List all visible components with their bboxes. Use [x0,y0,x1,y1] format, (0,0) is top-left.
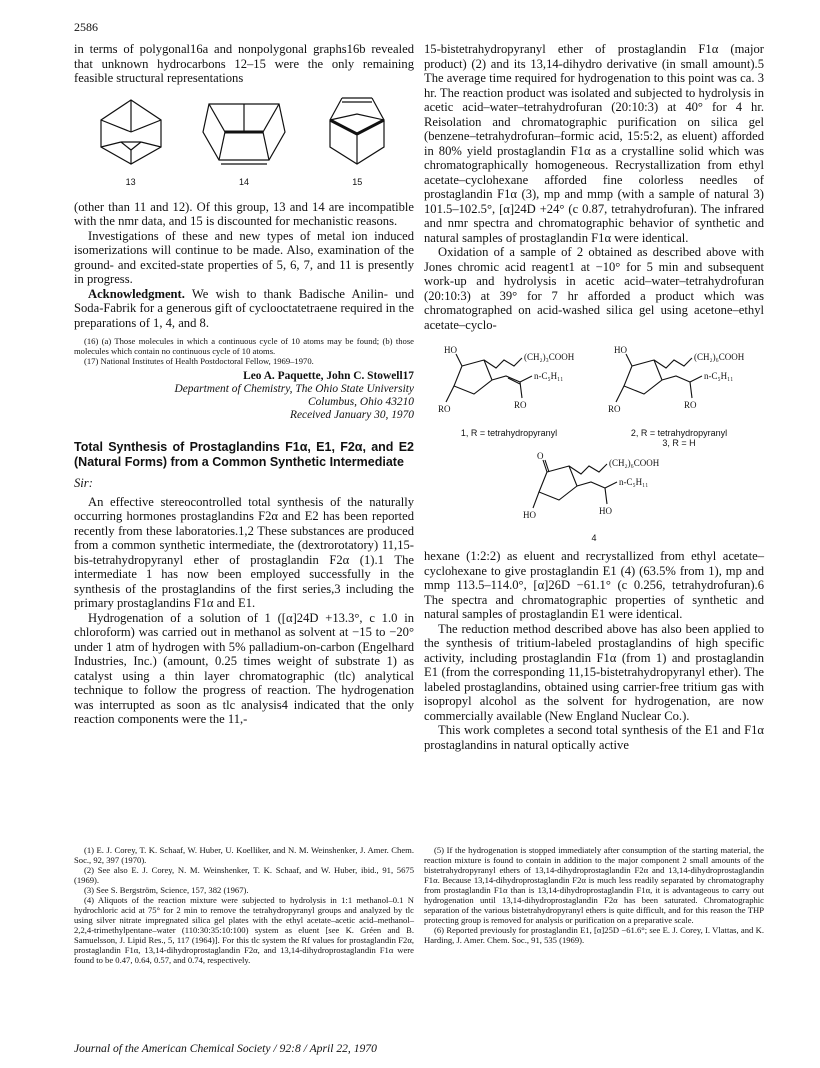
right-footnotes [424,845,764,945]
paragraph: Investigations of these and new types of metal ion induced isomerizations will continue to be made. Also, examination of the ground- and excited-state properties of 5, 6, 7, and 11 is presently in progress. [74,228,414,286]
svg-text:n-C₅H₁₁: n-C₅H₁₁ [704,371,734,381]
svg-text:HO: HO [614,346,627,355]
left-footnotes [74,845,414,965]
paragraph: Oxidation of a sample of 2 obtained as described above with Jones chromic acid reagent1 at −10° for 5 min and subsequent work-up and hydrolysis in acetic acid–water–tetrahydrofuran (20:10:3) at 39° for 7 hr afforded a product which was chromatographed on acid-washed silica gel using acetone–ethyl acetate–cyclo- [424,245,764,332]
cage-structure-14-drawing [199,92,289,172]
paragraph: in terms of polygonal16a and nonpolygonal graphs16b revealed that unknown hydrocarbons 12–15 were the only remaining feasible structural representations [74,42,414,85]
paragraph: hexane (1:2:2) as eluent and recrystallized from ethyl acetate–cyclohexane to give prostaglandin E1 (4) (63.5% from 1), mp and mmp 113.5–114.0°, [α]26D −61.1° (c 0.256, tetrahydrofuran).6 The spectra and chromatographic properties of synthetic and natural samples of prostaglandin E1 were identical. [424,549,764,621]
structure-2-3 [604,346,754,448]
svg-text:O: O [537,451,544,461]
footnote: (2) See also E. J. Corey, N. M. Weinshenker, T. K. Schaaf, and W. Huber, ibid., 91, 5675 (1969). [74,865,414,885]
paragraph: This work completes a second total synthesis of the E1 and F1α prostaglandins in natural optically active [424,723,764,752]
svg-text:(CH₂)₃COOH: (CH₂)₃COOH [524,352,575,362]
svg-text:RO: RO [608,404,621,414]
author-department: Department of Chemistry, The Ohio State University [174,383,414,395]
author-names: Leo A. Paquette, John C. Stowell17 [243,370,414,382]
prostaglandin-structure-2-drawing [604,346,754,424]
prostaglandin-structure-4-drawing [519,452,669,530]
author-city: Columbus, Ohio 43210 [307,396,414,408]
structure-label: 13 [125,177,136,187]
svg-text:n-C₅H₁₁: n-C₅H₁₁ [619,476,649,487]
left-column [74,42,414,727]
paragraph: An effective stereocontrolled total synthesis of the naturally occurring hormones prostaglandins F2α and E2 has been reported recently from these laboratories.1,2 These substances are produced from a common synthetic intermediate, the (dextrorotatory) 11,15-bis-tetrahydropyranyl ether of prostaglandin F2α (1).1 The intermediate 1 has now been employed successfully in the synthesis of the prostaglandins of the first series,3 including the primary prostaglandins F1α and E1. [74,494,414,610]
svg-text:HO: HO [599,505,612,516]
structure-14 [194,92,294,200]
right-column [424,42,764,752]
prostaglandin-structure-1-drawing [434,346,584,424]
svg-text:HO: HO [444,346,457,355]
salutation: Sir: [74,476,93,490]
article-title: Total Synthesis of Prostaglandins F1α, E1, F2α, and E2 (Natural Forms) from a Common Synthetic Intermediate [74,440,414,469]
paragraph: 15-bistetrahydropyranyl ether of prostaglandin F1α (major product) (2) and its 13,14-dihydro derivative (in small amount).5 The average time required for hydrogenation to this point was ca. 3 hr. The reaction product was isolated and subjected to hydrolysis in acetic acid–water–tetrahydrofuran (20:10:3) at 40° for 4 hr. Reisolation and chromatographic purification on silica gel (benzene–tetrahydrofuran–formic acid, 15:5:2, as eluent) afforded in 80% yield prostaglandin F1α as a crystalline solid which was chromatographically homogeneous. Recrystallization from ethyl acetate–cyclohexane afforded fine colorless needles of prostaglandin F1α (3), mp and mmp (with a sample of natural 3) 101.5–102.5°, [α]24D +24° (c 0.87, tetrahydrofuran). The infrared and nmr spectra and chromatographic behavior of synthetic and natural samples of prostaglandin F1α were identical. [424,42,764,245]
svg-text:RO: RO [514,400,527,410]
paragraph: The reduction method described above has also been applied to the synthesis of tritium-labeled prostaglandins of high specific activity, including prostaglandin F1α (from 1) and prostaglandin E1 (from the corresponding 11,15-bistetrahydropyranyl ether). The labeled prostaglandins, obtained using carrier-free tritium gas with isopropyl alcohol as the solvent for hydrogenation, are now commercially available (New England Nuclear Co.). [424,621,764,723]
structure-caption: 1, R = tetrahydropyranyl [460,427,558,438]
structure-row [74,92,414,200]
svg-text:HO: HO [523,509,536,520]
ack-body: We wish to thank Badische Anilin- und Soda-Fabrik for a generous gift of cyclooctatetraene required in the preparations of 1, 4, and 8. [74,286,414,330]
footnotes-16-17 [74,336,414,366]
footnote: (1) E. J. Corey, T. K. Schaaf, W. Huber, U. Koelliker, and N. M. Weinshenker, J. Amer. Chem. Soc., 92, 397 (1970). [74,845,414,865]
structure-caption: 2, R = tetrahydropyranyl [630,427,728,438]
footnote: (17) National Institutes of Health Postdoctoral Fellow, 1969–1970. [84,356,314,366]
page-number: 2586 [74,20,98,34]
structure-1 [434,346,584,448]
journal-footer: Journal of the American Chemical Society / 92:8 / April 22, 1970 [74,1042,377,1055]
footnote: (6) Reported previously for prostaglandin E1, [α]25D −61.6°; see E. J. Corey, I. Vlattas, and K. Harding, J. Amer. Chem. Soc., 91, 535 (1969). [424,925,764,945]
svg-text:RO: RO [438,404,451,414]
footnote: (5) If the hydrogenation is stopped immediately after consumption of the starting material, the reaction mixture is found to contain in addition to the major component 2 small amounts of the bistetrahydropyranyl ethers of 13,14-dihydroprostaglandin F2α and 13,14-dihydroprostaglandin F1α. Because 13,14-dihydroprostaglandin F2α is much less readily separated by chromatography from prostaglandin F1α than is 13,14-dihydroprostaglandin F1α, it is advantageous to carry out hydrogenation until 13,14-dihydroprostaglandin F2α has been saturated. Chromatographic separation of the various bistetrahydropyranyl ethers is quite difficult, and for this reason the THP protecting group is removed for analysis or purification on a preparative scale. [424,845,764,925]
footnote: (4) Aliquots of the reaction mixture were subjected to hydrolysis in 1:1 methanol–0.1 N hydrochloric acid at 75° for 2 min to remove the tetrahydropyranyl groups and analyzed by tlc using silver nitrate impregnated silica gel plates with the ethyl acetate–acetic acid–methanol–2,2,4-trimethylpentane–water (110:30:35:10:100) system as eluent [see K. Gréen and B. Samuelsson, J. Lipid Res., 5, 117 (1964)]. For this tlc system the Rf values for prostaglandin F2α, prostaglandin F1α, 13,14-dihydroprostaglandin F2α, and 13,14-dihydroprostaglandin F1α were found to be 0.47, 0.64, 0.57, and 0.74, respectively. [74,895,414,965]
structure-label: 15 [352,177,363,187]
acknowledgment [74,287,414,331]
received-date: Received January 30, 1970 [290,409,414,421]
structure-label: 14 [238,177,249,187]
paragraph: (other than 11 and 12). Of this group, 13 and 14 are incompatible with the nmr data, and 15 is discounted for mechanistic reasons. [74,199,414,228]
structure-caption: 3, R = H [662,437,696,448]
svg-text:(CH₂)₆COOH: (CH₂)₆COOH [609,457,660,468]
svg-text:(CH₂)₆COOH: (CH₂)₆COOH [694,352,745,362]
footnote: (3) See S. Bergström, Science, 157, 382 (1967). [84,885,249,895]
footnote: (16) (a) Those molecules in which a continuous cycle of 10 atoms may be found; (b) those molecules which contain no continuous cycle of 10 atoms. [74,336,414,356]
structure-13 [81,92,181,200]
svg-text:n-C₅H₁₁: n-C₅H₁₁ [534,371,564,381]
ack-heading: Acknowledgment. [88,286,185,301]
structure-4 [424,452,764,544]
structure-caption: 4 [591,533,597,543]
cage-structure-15-drawing [312,92,402,172]
structures-1-2-3 [424,346,764,448]
paragraph: Hydrogenation of a solution of 1 ([α]24D +13.3°, c 1.0 in chloroform) was carried out in methanol as solvent at −15 to −20° under 1 atm of hydrogen with 5% palladium-on-carbon (Engelhard Industries, Inc.) (amount, 0.25 times weight of substrate 1) as catalyst using a thin layer chromatographic (tlc) analytical technique to follow the progress of reaction. The hydrogenation was interrupted as soon as tlc analysis4 indicated that the only reaction components were the 11,- [74,610,414,726]
cage-structure-13-drawing [86,92,176,172]
structure-15 [307,92,407,200]
signature-block [74,370,414,422]
svg-text:RO: RO [684,400,697,410]
